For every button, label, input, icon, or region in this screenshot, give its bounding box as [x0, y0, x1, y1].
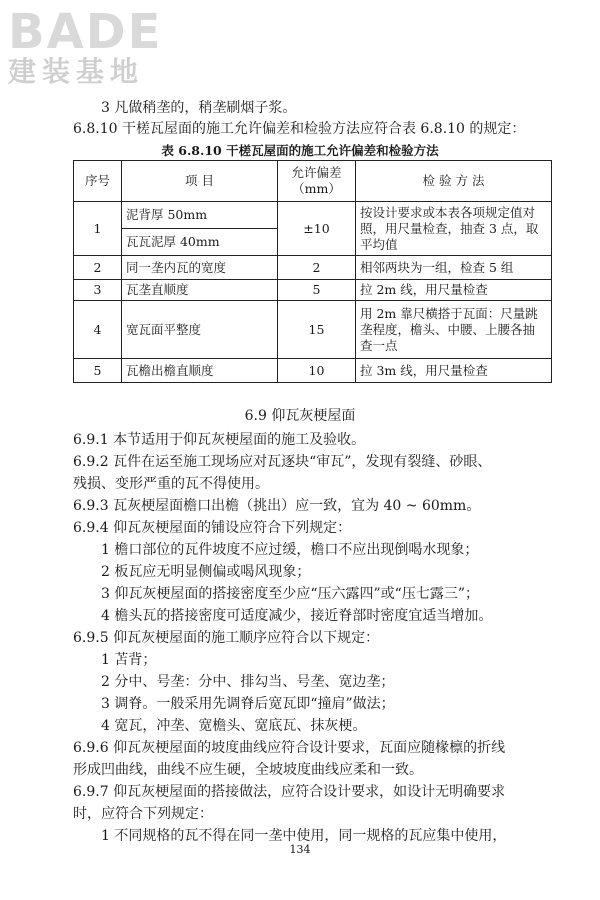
list-item: 1 苫背； [101, 652, 157, 668]
table-row [74, 256, 552, 280]
table-header-row [74, 161, 552, 202]
header-method: 检 验 方 法 [356, 161, 552, 202]
cell-no: 5 [74, 359, 122, 383]
clause-6-8-10: 6.8.10 干槎瓦屋面的施工允许偏差和检验方法应符合表 6.8.10 的规定： [73, 121, 526, 137]
text-line: 3 凡做稍垄的，稍垄刷烟子浆。 [101, 100, 297, 116]
text-line: 残损、变形严重的瓦不得使用。 [73, 476, 269, 492]
header-no: 序号 [74, 161, 122, 202]
cell-tolerance: 5 [278, 280, 356, 301]
list-item: 2 板瓦应无明显侧偏或喝风现象； [101, 564, 311, 580]
cell-item: 泥背厚 50mm [122, 202, 278, 229]
cell-method: 拉 2m 线，用尺量检查 [356, 280, 552, 301]
cell-tolerance: 2 [278, 256, 356, 280]
cell-no: 1 [74, 202, 122, 256]
list-item: 4 宽瓦，冲垄、宽檐头、宽底瓦、抹灰梗。 [101, 718, 367, 734]
cell-method: 按设计要求或本表各项规定值对照，用尺量检查，抽查 3 点，取平均值 [356, 202, 552, 256]
clause-6-9-5: 6.9.5 仰瓦灰梗屋面的施工顺序应符合以下规定： [73, 630, 380, 646]
table-row [74, 202, 552, 229]
logo-subtitle: 建装基地 [8, 55, 145, 88]
tolerance-table [73, 160, 552, 383]
clause-6-9-1: 6.9.1 本节适用于仰瓦灰梗屋面的施工及验收。 [73, 432, 366, 448]
table-caption: 表 6.8.10 干槎瓦屋面的施工允许偏差和检验方法 [161, 143, 439, 158]
clause-6-9-4: 6.9.4 仰瓦灰梗屋面的铺设应符合下列规定： [73, 520, 352, 536]
clause-6-9-6: 6.9.6 仰瓦灰梗屋面的坡度曲线应符合设计要求，瓦面应随椽檩的折线 [73, 740, 506, 756]
text-line: 形成凹曲线，曲线不应生硬，全坡坡度曲线应柔和一致。 [73, 762, 423, 778]
cell-item: 同一垄内瓦的宽度 [122, 256, 278, 280]
cell-no: 2 [74, 256, 122, 280]
section-title: 6.9 仰瓦灰梗屋面 [244, 408, 356, 424]
cell-item: 瓦瓦泥厚 40mm [122, 229, 278, 256]
clause-6-9-3: 6.9.3 瓦灰梗屋面檐口出檐（挑出）应一致，宜为 40 ~ 60mm。 [73, 498, 481, 514]
watermark-logo [8, 6, 178, 88]
list-item: 1 檐口部位的瓦件坡度不应过缓，檐口不应出现倒喝水现象； [101, 542, 479, 558]
page-number: 134 [289, 843, 311, 856]
list-item: 4 檐头瓦的搭接密度可适度减少，接近脊部时密度宜适当增加。 [101, 608, 493, 624]
text-line: 时，应符合下列规定： [73, 806, 213, 822]
list-item: 3 仰瓦灰梗屋面的搭接密度至少应“压六露四”或“压七露三”； [101, 586, 479, 602]
cell-method: 相邻两块为一组，检查 5 组 [356, 256, 552, 280]
cell-tolerance: 10 [278, 359, 356, 383]
clause-6-9-2: 6.9.2 瓦件在运至施工现场应对瓦逐块“审瓦”，发现有裂缝、砂眼、 [73, 454, 492, 470]
table-row [74, 301, 552, 359]
clause-6-9-7: 6.9.7 仰瓦灰梗屋面的搭接做法，应符合设计要求，如设计无明确要求 [73, 784, 506, 800]
cell-no: 3 [74, 280, 122, 301]
list-item: 3 调脊。一般采用先调脊后宽瓦即“撞肩”做法； [101, 696, 395, 712]
cell-item: 瓦垄直顺度 [122, 280, 278, 301]
list-item: 2 分中、号垄：分中、排勾当、号垄、宽边垄； [101, 674, 395, 690]
logo-wordmark: BADE [8, 4, 163, 60]
cell-method: 用 2m 靠尺横搭于瓦面：尺量跳垄程度，檐头、中腰、上腰各抽查一点 [356, 301, 552, 359]
header-tolerance: 允许偏差（mm） [278, 161, 356, 202]
table-row [74, 280, 552, 301]
cell-tolerance: ±10 [278, 202, 356, 256]
cell-tolerance: 15 [278, 301, 356, 359]
cell-no: 4 [74, 301, 122, 359]
list-item: 1 不同规格的瓦不得在同一垄中使用，同一规格的瓦应集中使用， [101, 828, 507, 844]
cell-item: 瓦檐出檐直顺度 [122, 359, 278, 383]
header-item: 项 目 [122, 161, 278, 202]
table-row [74, 359, 552, 383]
cell-item: 宽瓦面平整度 [122, 301, 278, 359]
cell-method: 拉 3m 线，用尺量检查 [356, 359, 552, 383]
